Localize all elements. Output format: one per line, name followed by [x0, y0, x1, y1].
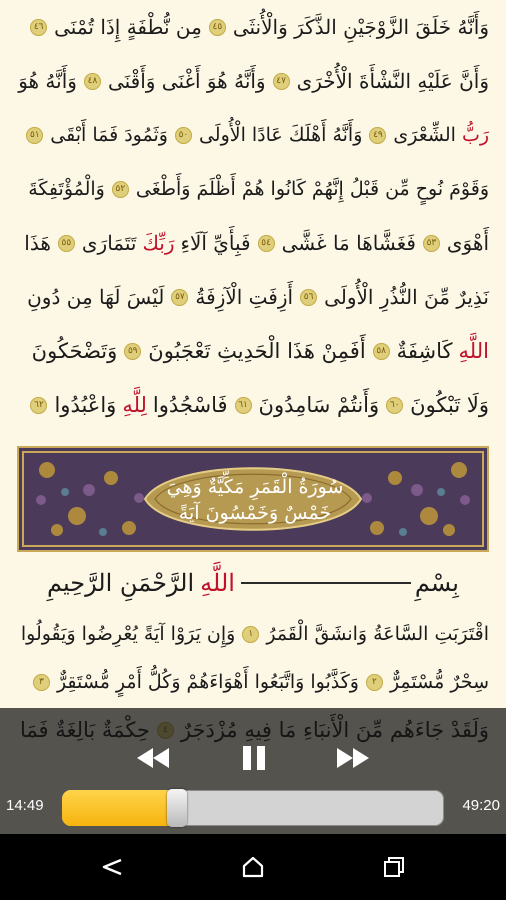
- fast-forward-button[interactable]: [330, 740, 376, 776]
- ayah-number-marker[interactable]: ٣: [33, 674, 50, 691]
- ayah-number-marker[interactable]: ٤٥: [209, 19, 226, 36]
- verse-text: وَلَا تَبْكُونَ: [410, 393, 489, 417]
- verse-text: تَتَمَارَى: [81, 231, 137, 255]
- nav-home-button[interactable]: [233, 851, 273, 883]
- bismillah-start: بِسْمِ: [414, 569, 459, 597]
- rewind-button[interactable]: [130, 740, 176, 776]
- seek-bar-thumb[interactable]: [167, 789, 187, 827]
- verse-text: وَأَنَّهُ هُوَ أَغْنَى وَأَقْنَى: [107, 69, 266, 93]
- verse-text: وَأَنَّ عَلَيْهِ النَّشْأَةَ الْأُخْرَى: [296, 69, 489, 93]
- rewind-icon: [133, 746, 173, 770]
- ayah-number-marker[interactable]: ٥٤: [258, 235, 275, 252]
- verse-line: [14, 270, 492, 324]
- verse-text: وَالْمُؤْتَفِكَةَ: [28, 178, 105, 200]
- verse-text: هَذَا: [24, 231, 51, 255]
- verse-text: سِحْرٌ مُّسْتَمِرٌّ: [389, 671, 489, 693]
- verse-line: [14, 610, 492, 658]
- ayah-number-marker[interactable]: ٥١: [26, 127, 43, 144]
- fast-forward-icon: [333, 746, 373, 770]
- ayah-number-marker[interactable]: ٦٠: [386, 397, 403, 414]
- ayah-number-marker[interactable]: ٥٢: [112, 181, 129, 198]
- verse-text: أَزِفَتِ الْآزِفَةُ: [195, 285, 294, 309]
- ayah-number-marker[interactable]: ٥٥: [58, 235, 75, 252]
- verse-text: نَذِيرٌ مِّنَ النُّذُرِ الْأُولَى: [324, 285, 489, 309]
- pause-icon: [239, 744, 269, 772]
- verse-text: وَأَنتُمْ سَامِدُونَ: [258, 393, 380, 417]
- nav-back-button[interactable]: [92, 851, 132, 883]
- ayah-number-marker[interactable]: ٥٠: [175, 127, 192, 144]
- bismillah: [14, 556, 492, 610]
- verse-text: فَاسْجُدُوا: [152, 393, 228, 417]
- verse-line: [14, 162, 492, 216]
- ayah-number-marker[interactable]: ٤٨: [84, 73, 101, 90]
- verse-line: [14, 324, 492, 378]
- elapsed-time: 14:49: [6, 797, 44, 814]
- verse-text: أَهْوَى: [446, 231, 489, 255]
- verse-text: وَأَنَّهُ هُوَ: [18, 69, 77, 93]
- surah-title-line-2: خَمْسٌ وَخَمْسُونَ آيَةً: [178, 502, 332, 524]
- verse-text: وَإِن يَرَوْا آيَةً يُعْرِضُوا وَيَقُولُوا: [20, 623, 236, 645]
- bismillah-rule: [241, 582, 411, 584]
- verse-text: رَبُّ: [461, 124, 489, 146]
- verse-line: [14, 216, 492, 270]
- surah-header-frame: [17, 446, 489, 552]
- home-icon: [240, 856, 266, 878]
- verse-text: وَأَنَّهُ أَهْلَكَ عَادًا الْأُولَى: [198, 124, 363, 146]
- bismillah-rest: الرَّحْمَنِ الرَّحِيمِ: [47, 569, 195, 597]
- ayah-number-marker[interactable]: ٥٩: [124, 343, 141, 360]
- ayah-number-marker[interactable]: ٥٦: [300, 289, 317, 306]
- verse-text: الشِّعْرَى: [393, 124, 456, 146]
- verse-text: وَكَذَّبُوا وَاتَّبَعُوا أَهْوَاءَهُمْ وَكُلُّ أَمْرٍ مُّسْتَقِرٌّ: [56, 671, 359, 693]
- verse-text: كَاشِفَةٌ: [396, 339, 453, 363]
- verse-text: وَاعْبُدُوا: [54, 393, 117, 417]
- verse-text: لِلَّهِ: [122, 393, 147, 417]
- ayah-number-marker[interactable]: ٤٦: [30, 19, 47, 36]
- total-duration: 49:20: [462, 797, 500, 814]
- verses-top: [14, 0, 492, 432]
- seek-bar[interactable]: [62, 790, 444, 826]
- verse-text: وَأَنَّهُ خَلَقَ الزَّوْجَيْنِ الذَّكَرَ وَالْأُنثَى: [232, 15, 489, 39]
- verse-line: [14, 378, 492, 432]
- verse-text: مِن نُّطْفَةٍ إِذَا تُمْنَى: [54, 15, 202, 39]
- verse-text: رَبِّكَ: [142, 231, 175, 255]
- verse-text: اللَّهِ: [458, 339, 489, 363]
- verse-line: [14, 658, 492, 706]
- verse-text: وَتَضْحَكُونَ: [31, 339, 118, 363]
- ayah-number-marker[interactable]: ٢: [366, 674, 383, 691]
- bismillah-allah: اللَّهِ: [200, 569, 235, 597]
- surah-title-line-1: سُورَةُ الْقَمَرِ مَكِّيَّةٌ وَهِيَ: [166, 476, 344, 498]
- verse-text: أَفَمِنْ هَذَا الْحَدِيثِ تَعْجَبُونَ: [148, 339, 366, 363]
- ayah-number-marker[interactable]: ٤٧: [273, 73, 290, 90]
- verse-text: لَيْسَ لَهَا مِن دُونِ: [27, 285, 165, 309]
- audio-player: [0, 708, 506, 834]
- ayah-number-marker[interactable]: ٥٨: [373, 343, 390, 360]
- ayah-number-marker[interactable]: ٥٣: [423, 235, 440, 252]
- back-icon: [99, 857, 125, 877]
- verse-text: فَغَشَّاهَا مَا غَشَّى: [281, 231, 416, 255]
- verse-text: اقْتَرَبَتِ السَّاعَةُ وَانشَقَّ الْقَمَرُ: [266, 623, 489, 645]
- verse-text: فَبِأَيِّ آلَاءِ: [180, 231, 251, 255]
- recents-icon: [381, 856, 407, 878]
- nav-recents-button[interactable]: [374, 851, 414, 883]
- seek-bar-progress: [62, 790, 177, 826]
- ayah-number-marker[interactable]: ٦٢: [30, 397, 47, 414]
- surah-title: [145, 464, 365, 536]
- verse-text: وَقَوْمَ نُوحٍ مِّن قَبْلُ إِنَّهُمْ كَانُوا هُمْ أَظْلَمَ وَأَطْغَى: [135, 178, 489, 200]
- pause-button[interactable]: [234, 740, 274, 776]
- ayah-number-marker[interactable]: ٦١: [235, 397, 252, 414]
- surah-header: [17, 446, 489, 552]
- ayah-number-marker[interactable]: ٥٧: [171, 289, 188, 306]
- verse-line: [14, 108, 492, 162]
- verse-text: وَثَمُودَ فَمَا أَبْقَى: [50, 124, 168, 146]
- verse-line: [14, 54, 492, 108]
- system-nav-bar: [0, 834, 506, 900]
- ayah-number-marker[interactable]: ٤٩: [369, 127, 386, 144]
- verse-line: [14, 0, 492, 54]
- ayah-number-marker[interactable]: ١: [242, 626, 259, 643]
